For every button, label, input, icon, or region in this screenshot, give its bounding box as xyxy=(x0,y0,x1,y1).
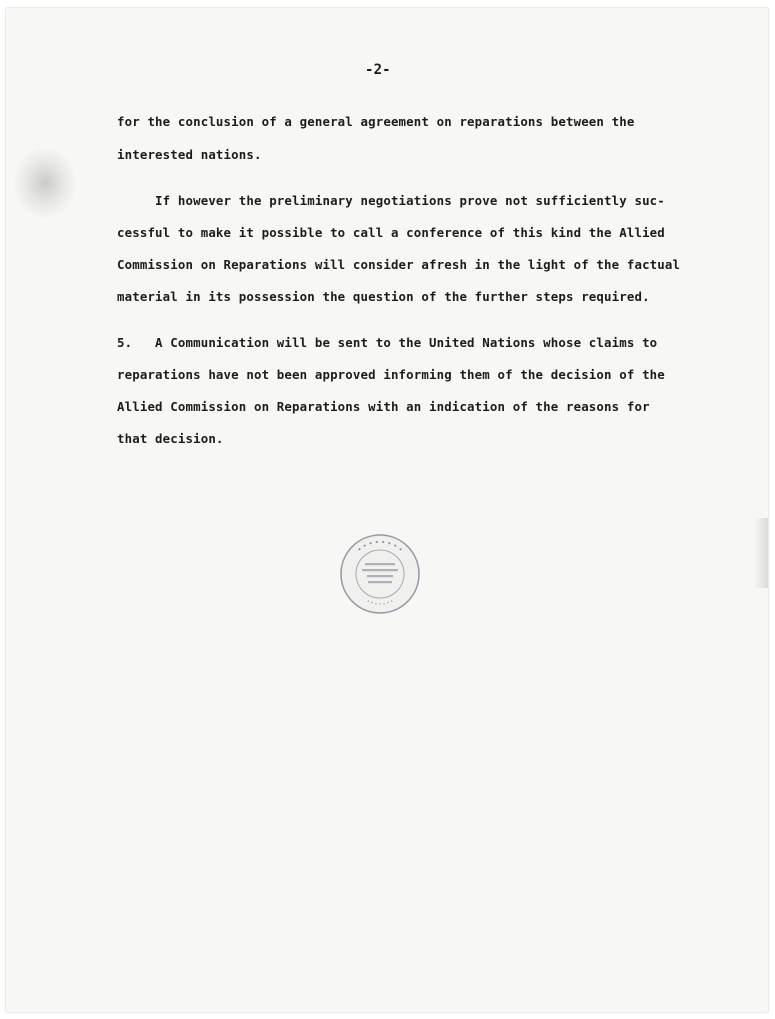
paragraph-3-line-1: 5. A Communication will be sent to the United Nations whose claims to xyxy=(117,335,658,350)
paragraph-1-line-1: for the conclusion of a general agreement on reparations between the xyxy=(117,114,635,129)
paragraph-3-line-2: reparations have not been approved informing them of the decision of the xyxy=(117,367,665,382)
paper-smudge xyxy=(14,148,76,218)
paragraph-2-line-1: If however the preliminary negotiations prove not sufficiently suc- xyxy=(117,193,665,208)
document-page xyxy=(6,8,768,1012)
paragraph-3-line-3: Allied Commission on Reparations with an indication of the reasons for xyxy=(117,399,650,414)
svg-text:• • • • • • • •: • • • • • • • • xyxy=(356,538,404,554)
paragraph-2-line-3: Commission on Reparations will consider afresh in the light of the factual xyxy=(117,257,681,272)
paragraph-2-line-4: material in its possession the question of the further steps required. xyxy=(117,289,650,304)
paragraph-1-line-2: interested nations. xyxy=(117,147,262,162)
paragraph-3-line-4: that decision. xyxy=(117,431,224,446)
paper-edge-shadow xyxy=(754,518,768,588)
archival-stamp-icon xyxy=(338,532,422,616)
page-number: -2- xyxy=(365,62,391,78)
paragraph-2-line-2: cessful to make it possible to call a conference of this kind the Allied xyxy=(117,225,665,240)
svg-text:· · · · · · ·: · · · · · · · xyxy=(365,598,395,608)
